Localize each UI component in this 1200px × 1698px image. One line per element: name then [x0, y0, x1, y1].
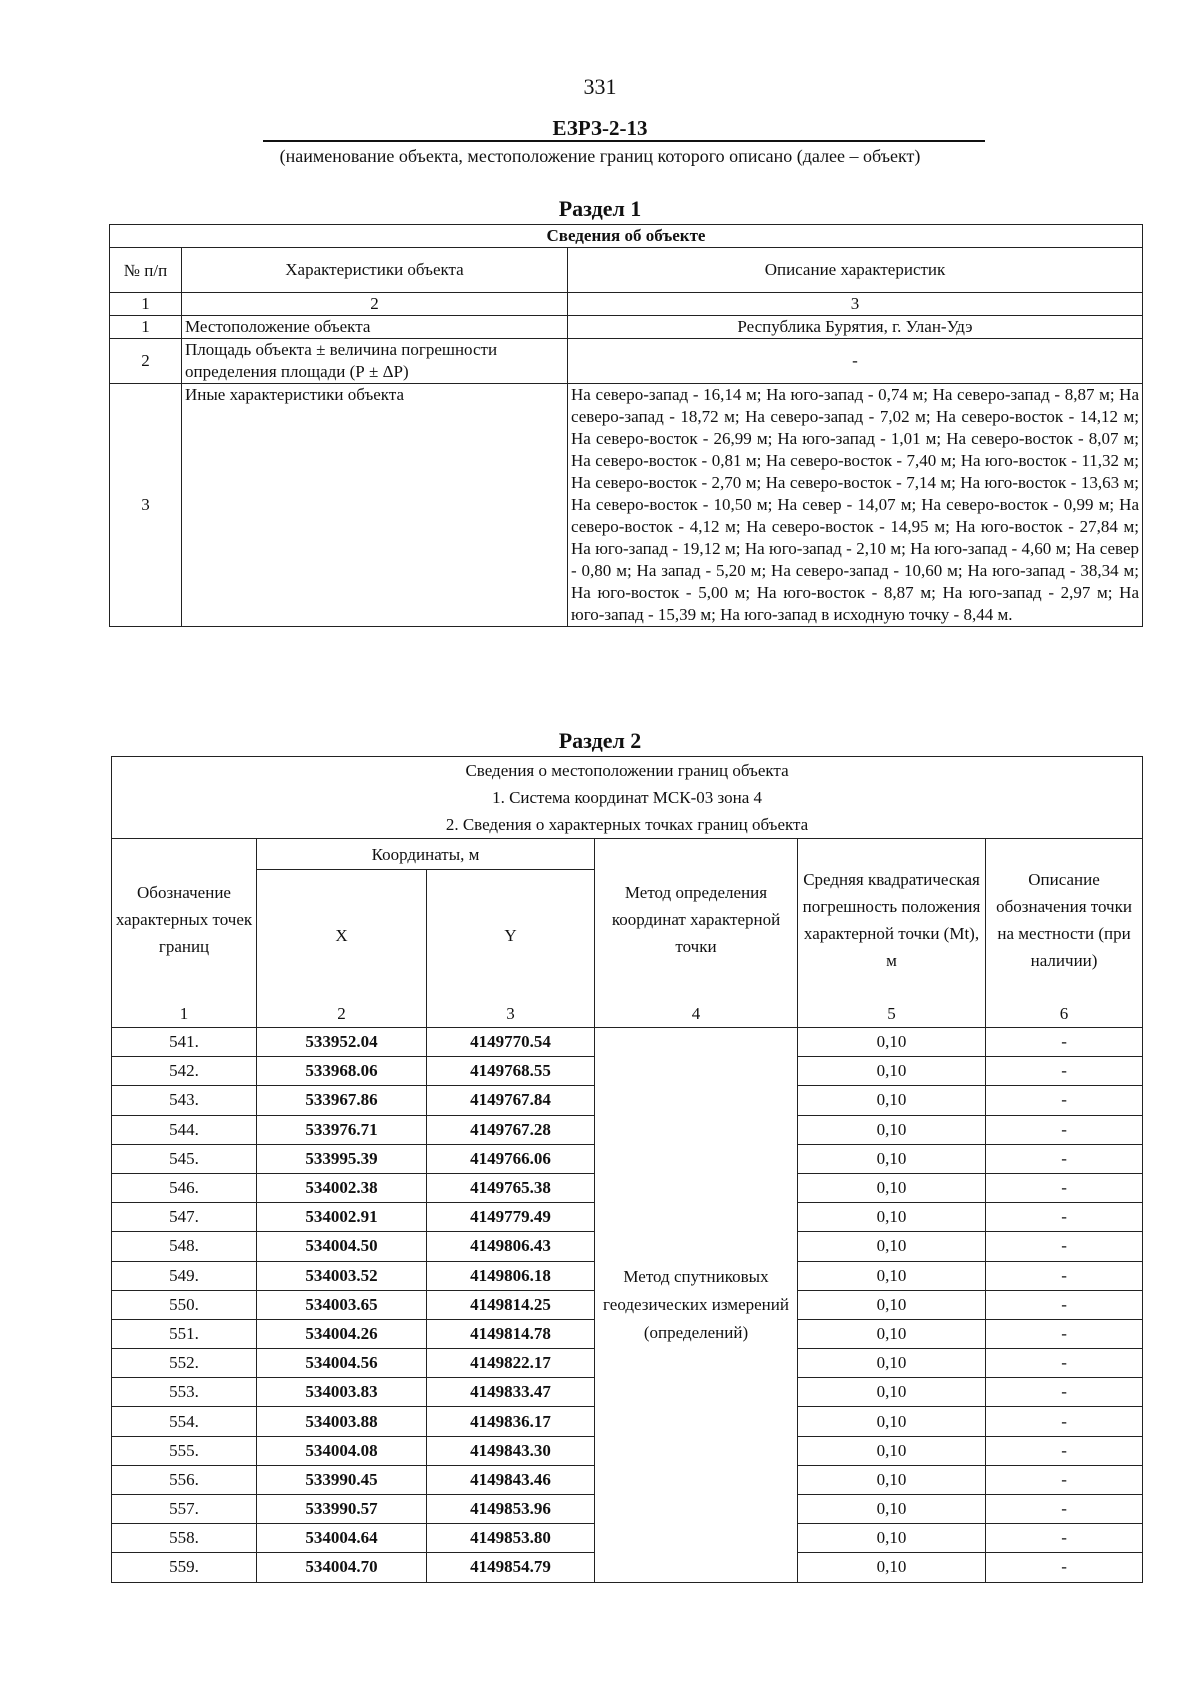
col-number: 5: [798, 1000, 986, 1028]
col-header-description: Описание характеристик: [568, 248, 1143, 293]
error-value: 0,10: [798, 1086, 986, 1115]
x-coordinate: 533952.04: [257, 1028, 427, 1057]
description-value: -: [986, 1290, 1143, 1319]
point-label: 543.: [112, 1086, 257, 1115]
x-coordinate: 534004.70: [257, 1553, 427, 1582]
title-caption: (наименование объекта, местоположение границ которого описано (далее – объект): [279, 146, 921, 166]
x-coordinate: 534003.88: [257, 1407, 427, 1436]
point-label: 555.: [112, 1436, 257, 1465]
error-value: 0,10: [798, 1144, 986, 1173]
x-coordinate: 534004.50: [257, 1232, 427, 1261]
table-caption-line: Сведения о местоположении границ объекта: [112, 757, 1143, 785]
row-number: 3: [110, 384, 182, 627]
table-row: [112, 1028, 1143, 1057]
description-value: -: [986, 1436, 1143, 1465]
error-value: 0,10: [798, 1436, 986, 1465]
col-header-coordinates: Координаты, м: [257, 839, 595, 870]
y-coordinate: 4149768.55: [427, 1057, 595, 1086]
col-number: 2: [182, 293, 568, 316]
col-number: 1: [112, 1000, 257, 1028]
point-label: 545.: [112, 1144, 257, 1173]
col-header-characteristic: Характеристики объекта: [182, 248, 568, 293]
y-coordinate: 4149806.43: [427, 1232, 595, 1261]
col-header-error: Средняя квадратическая погрешность положения характерной точки (Mt), м: [798, 839, 986, 1001]
error-value: 0,10: [798, 1349, 986, 1378]
x-coordinate: 533967.86: [257, 1086, 427, 1115]
page-number: 331: [583, 74, 617, 99]
y-coordinate: 4149767.28: [427, 1115, 595, 1144]
description-value: -: [986, 1144, 1143, 1173]
y-coordinate: 4149814.25: [427, 1290, 595, 1319]
point-label: 558.: [112, 1524, 257, 1553]
point-label: 542.: [112, 1057, 257, 1086]
x-coordinate: 534004.56: [257, 1349, 427, 1378]
col-header-method: Метод определения координат характерной точки: [595, 839, 798, 1001]
error-value: 0,10: [798, 1028, 986, 1057]
point-label: 549.: [112, 1261, 257, 1290]
description-value: -: [986, 1553, 1143, 1582]
description-value: -: [986, 1495, 1143, 1524]
section1-heading: Раздел 1: [558, 196, 642, 221]
error-value: 0,10: [798, 1261, 986, 1290]
row-characteristic: Местоположение объекта: [182, 316, 568, 339]
x-coordinate: 533995.39: [257, 1144, 427, 1173]
description-value: -: [986, 1057, 1143, 1086]
error-value: 0,10: [798, 1173, 986, 1202]
row-value: -: [568, 339, 1143, 384]
y-coordinate: 4149854.79: [427, 1553, 595, 1582]
col-header-description: Описание обозначения точки на местности (при наличии): [986, 839, 1143, 1001]
title-underline: [263, 140, 985, 142]
y-coordinate: 4149814.78: [427, 1319, 595, 1348]
y-coordinate: 4149806.18: [427, 1261, 595, 1290]
col-number: 4: [595, 1000, 798, 1028]
col-number: 6: [986, 1000, 1143, 1028]
error-value: 0,10: [798, 1553, 986, 1582]
table-caption-line: 1. Система координат МСК-03 зона 4: [112, 784, 1143, 811]
description-value: -: [986, 1028, 1143, 1057]
row-number: 2: [110, 339, 182, 384]
point-label: 547.: [112, 1203, 257, 1232]
x-coordinate: 533990.57: [257, 1495, 427, 1524]
y-coordinate: 4149843.46: [427, 1465, 595, 1494]
point-label: 552.: [112, 1349, 257, 1378]
row-characteristic: Иные характеристики объекта: [182, 384, 568, 627]
error-value: 0,10: [798, 1465, 986, 1494]
col-header-x: X: [257, 870, 427, 1001]
description-value: -: [986, 1261, 1143, 1290]
y-coordinate: 4149853.96: [427, 1495, 595, 1524]
x-coordinate: 534002.91: [257, 1203, 427, 1232]
x-coordinate: 534004.64: [257, 1524, 427, 1553]
y-coordinate: 4149836.17: [427, 1407, 595, 1436]
y-coordinate: 4149853.80: [427, 1524, 595, 1553]
point-label: 548.: [112, 1232, 257, 1261]
description-value: -: [986, 1349, 1143, 1378]
error-value: 0,10: [798, 1290, 986, 1319]
y-coordinate: 4149843.30: [427, 1436, 595, 1465]
point-label: 557.: [112, 1495, 257, 1524]
x-coordinate: 534003.83: [257, 1378, 427, 1407]
y-coordinate: 4149779.49: [427, 1203, 595, 1232]
x-coordinate: 533968.06: [257, 1057, 427, 1086]
y-coordinate: 4149767.84: [427, 1086, 595, 1115]
description-value: -: [986, 1407, 1143, 1436]
col-number: 1: [110, 293, 182, 316]
col-header-y: Y: [427, 870, 595, 1001]
y-coordinate: 4149765.38: [427, 1173, 595, 1202]
x-coordinate: 533990.45: [257, 1465, 427, 1494]
table-title: Сведения об объекте: [110, 225, 1143, 248]
table-row: [110, 384, 1143, 627]
x-coordinate: 534003.65: [257, 1290, 427, 1319]
x-coordinate: 534002.38: [257, 1173, 427, 1202]
row-value: На северо-запад - 16,14 м; На юго-запад - 0,74 м; На северо-запад - 8,87 м; На северо-запад - 18,72 м; На северо-запад - 7,02 м; На северо-восток - 14,12 м; На северо-восток - 26,99 м; На юго-запад - 1,01 м; На северо-восток - 8,07 м; На северо-восток - 0,81 м; На северо-восток - 7,40 м; На юго-восток - 11,32 м; На северо-восток - 2,70 м; На северо-восток - 7,14 м; На юго-восток - 13,63 м; На северо-восток - 10,50 м; На север - 14,07 м; На северо-восток - 0,99 м; На северо-восток - 4,12 м; На северо-восток - 14,95 м; На юго-восток - 27,84 м; На юго-запад - 19,12 м; На юго-запад - 2,10 м; На юго-запад - 4,60 м; На север - 0,80 м; На запад - 5,20 м; На северо-запад - 10,60 м; На юго-запад - 38,34 м; На юго-восток - 5,00 м; На юго-восток - 8,87 м; На юго-запад - 2,97 м; На юго-запад - 15,39 м; На юго-запад в исходную точку - 8,44 м.: [568, 384, 1143, 627]
error-value: 0,10: [798, 1203, 986, 1232]
error-value: 0,10: [798, 1057, 986, 1086]
point-label: 553.: [112, 1378, 257, 1407]
point-label: 550.: [112, 1290, 257, 1319]
x-coordinate: 534004.08: [257, 1436, 427, 1465]
description-value: -: [986, 1115, 1143, 1144]
error-value: 0,10: [798, 1115, 986, 1144]
object-info-table: [109, 224, 1143, 627]
description-value: -: [986, 1232, 1143, 1261]
point-label: 541.: [112, 1028, 257, 1057]
col-number: 3: [568, 293, 1143, 316]
section2-heading: Раздел 2: [558, 728, 642, 753]
error-value: 0,10: [798, 1524, 986, 1553]
x-coordinate: 533976.71: [257, 1115, 427, 1144]
description-value: -: [986, 1378, 1143, 1407]
description-value: -: [986, 1203, 1143, 1232]
description-value: -: [986, 1524, 1143, 1553]
boundary-points-table: [111, 756, 1143, 1583]
x-coordinate: 534004.26: [257, 1319, 427, 1348]
table-row: [110, 339, 1143, 384]
point-label: 559.: [112, 1553, 257, 1582]
x-coordinate: 534003.52: [257, 1261, 427, 1290]
row-value: Республика Бурятия, г. Улан-Удэ: [568, 316, 1143, 339]
point-label: 554.: [112, 1407, 257, 1436]
y-coordinate: 4149833.47: [427, 1378, 595, 1407]
col-header-num: № п/п: [110, 248, 182, 293]
col-header-point: Обозначение характерных точек границ: [112, 839, 257, 1001]
table-row: [110, 316, 1143, 339]
error-value: 0,10: [798, 1378, 986, 1407]
row-characteristic: Площадь объекта ± величина погрешности определения площади (Р ± ΔР): [182, 339, 568, 384]
col-number: 2: [257, 1000, 427, 1028]
description-value: -: [986, 1319, 1143, 1348]
description-value: -: [986, 1086, 1143, 1115]
description-value: -: [986, 1173, 1143, 1202]
method-value: Метод спутниковых геодезических измерений (определений): [595, 1028, 798, 1583]
point-label: 556.: [112, 1465, 257, 1494]
description-value: -: [986, 1465, 1143, 1494]
row-number: 1: [110, 316, 182, 339]
table-caption-line: 2. Сведения о характерных точках границ объекта: [112, 811, 1143, 839]
point-label: 544.: [112, 1115, 257, 1144]
y-coordinate: 4149770.54: [427, 1028, 595, 1057]
error-value: 0,10: [798, 1232, 986, 1261]
document-title: ЕЗРЗ-2-13: [552, 116, 648, 140]
error-value: 0,10: [798, 1407, 986, 1436]
error-value: 0,10: [798, 1319, 986, 1348]
point-label: 546.: [112, 1173, 257, 1202]
y-coordinate: 4149766.06: [427, 1144, 595, 1173]
y-coordinate: 4149822.17: [427, 1349, 595, 1378]
error-value: 0,10: [798, 1495, 986, 1524]
point-label: 551.: [112, 1319, 257, 1348]
col-number: 3: [427, 1000, 595, 1028]
